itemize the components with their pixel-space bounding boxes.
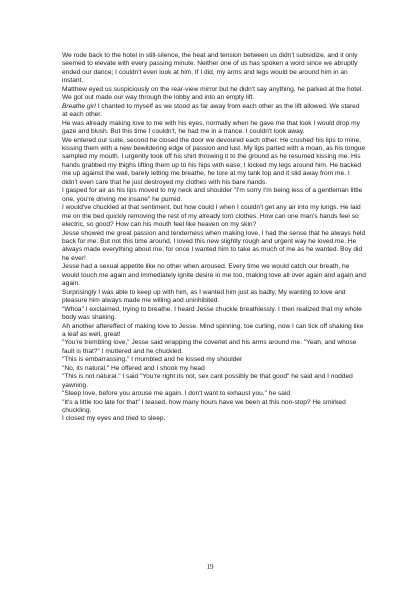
paragraph: We entered our suite, second he closed the door we devoured each other. He crushed his lips to mine, kissing them with a new bewildering edge of passion and lust. My lips parted with a moan, as his tongue sampled my mouth. I urgently took off his shirt throwing it to the ground as he resumed kissing me. His hands grabbed my thighs lifting them up to his hips with ease; I locked my legs around him. He backed me up against the wall, barely letting me breathe, he tore at my tank top and it slid away from me. I didn't even care that he just destroyed my clothes with his bare hands. bbox=[62, 136, 366, 186]
paragraph: "Whoa" I exclaimed, trying to breathe. I heard Jesse chuckle breathlessly. I then realized that my whole body was shaking. bbox=[62, 305, 362, 322]
paragraph: I would've chuckled at that sentiment, but how could I when I couldn't get any air into my lungs. He laid me on the bed quickly removing the rest of my already torn clothes. How can one man's hands feel so electric, so good? How can his mouth feel like heaven on my skin? bbox=[62, 204, 361, 229]
paragraph: "This is embarrassing," I mumbled and he kissed my shoulder bbox=[62, 356, 243, 364]
paragraph: Jesse had a sexual appetite like no other when aroused. Every time we would catch our breath, he would touch me again and immediately ignite desire in me too, making love all over again and again and again. bbox=[62, 263, 366, 288]
body-text bbox=[62, 52, 366, 424]
paragraph: "Sleep love, before you arouse me again. I don't want to exhaust you," he said bbox=[62, 390, 291, 398]
paragraph: We rode back to the hotel in still-silence, the heat and tension between us didn't subsidize, and it only seemed to elevate with every passing minute. Neither one of us has spoken a word since we abruptly ended our dance; I couldn't even look at him. If I did, my arms and legs would be around him in an instant. bbox=[62, 52, 358, 85]
paragraph-lift-rest: I chanted to myself as we stood as far away from each other as the lift allowed. We stared at each other. bbox=[62, 102, 360, 119]
paragraph-lift bbox=[62, 103, 366, 120]
paragraph: "It's a little too late for that" I teased, how many hours have we been at this non-stop? He smirked chuckling. bbox=[62, 398, 346, 415]
paragraph: "You're trembling love," Jesse said wrapping the coverlet and his arms around me. "Yeah, and whose fault is that?" I muttered and he chuckled. bbox=[62, 339, 357, 355]
paragraph: Surprisingly I was able to keep up with him, as I wanted him just as badly. My wanting to love and pleasure him always made me willing and uninhibited. bbox=[62, 288, 346, 305]
paragraph: Ah another aftereffect of making love to Jesse. Mind spinning, toe curling, now I can tick off shaking like a leaf as well, great! bbox=[62, 322, 364, 338]
italic-thought: Breathe girl bbox=[62, 102, 96, 110]
page-number: 19 bbox=[206, 563, 214, 571]
paragraph: Matthew eyed us suspiciously on the rear-view mirror but he didn't say anything, he parked at the hotel. We got out made our way through the lobby and into an empty lift. bbox=[62, 85, 364, 102]
paragraph: I closed my eyes and tried to sleep. bbox=[62, 415, 166, 423]
paragraph: Jesse showed me great passion and tenderness when making love, I had the sense that he always held back for me. But not this time around, I loved this new slightly rough and urgent way he loved me. He always made everything about me, for once I wanted him to take as much of me as he wanted. Boy did he ever! bbox=[62, 229, 366, 262]
paragraph: "No, its natural." He offered and I shook my head bbox=[62, 364, 205, 372]
paragraph: I gasped for air as his lips moved to my neck and shoulder "I'm sorry I'm being less of a gentleman little one, you're driving me insane" he purred. bbox=[62, 187, 363, 203]
paragraph: "This is not natural." I said "You're right its not, sex cant possibly be that good" he said and I nodded yawning. bbox=[62, 373, 353, 389]
paragraph: He was already making love to me with his eyes, normally when he gave me that look I would drop my gaze and blush. But this time I couldn't, he had me in a trance. I couldn't look away. bbox=[62, 119, 360, 136]
